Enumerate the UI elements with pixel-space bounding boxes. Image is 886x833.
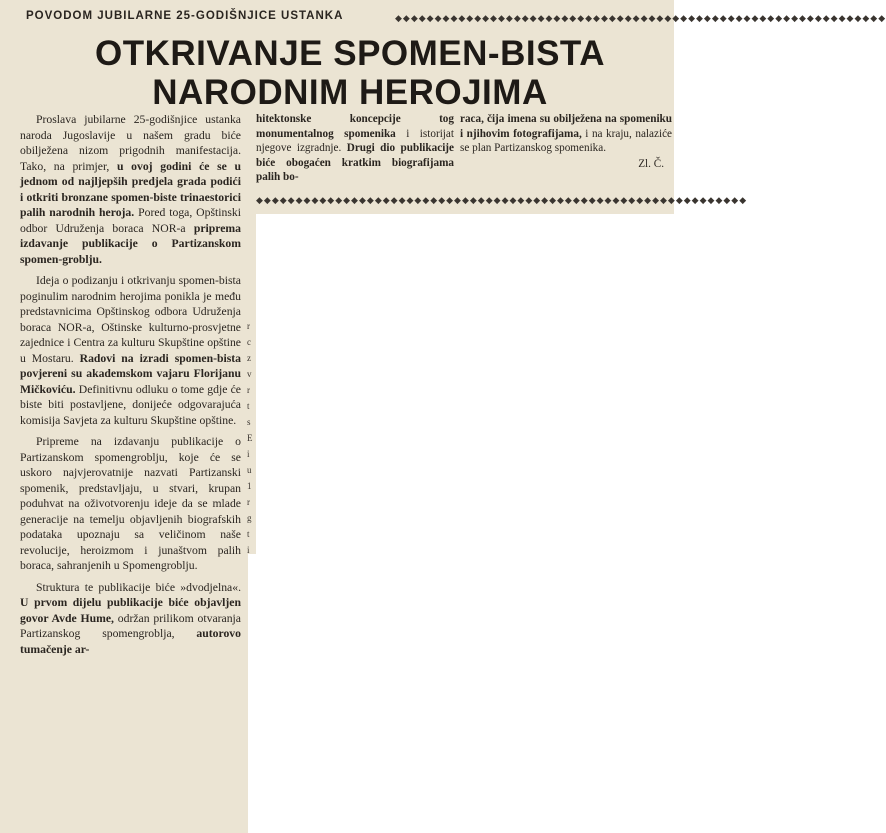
fragment-letter: t <box>247 529 250 539</box>
fragment-letter: E <box>247 433 253 443</box>
fragment-letter: i <box>247 449 250 459</box>
fragment-letter: r <box>247 497 250 507</box>
paragraph-3 <box>20 434 241 574</box>
paragraph-1 <box>20 112 241 267</box>
paragraph-col2 <box>256 112 454 185</box>
text-run: Pripreme na izdavanju publikacije o Partizanskom spomengroblju, koje će se uskoro najvjerovatnije nazvati Partizanski spomenik, predstavljaju, u stvari, krupan poduhvat na oživotvorenju ideje da se mlade generacije na temelju objavljenih biografskih podataka upoznaju sa veličinom naše revolucije, heroizmom i junaštvom palih boraca, sahranjenih u Spomengroblju. <box>20 435 241 572</box>
author-signature: Zl. Č. <box>638 157 664 170</box>
paragraph-2 <box>20 273 241 428</box>
fragment-letter: i <box>247 545 250 555</box>
text-run: Ideja o podizanju i otkrivanju spomen-bista poginulim narodnim herojima ponikla je među predstavnicima Opštinskog odbora Udruženja boraca NOR-a, Oštinske kulturno-prosvjetne zajednice i Centra za kulturu Skupštine opštine u Mostaru. <box>20 274 241 365</box>
fragment-letter: v <box>247 369 252 379</box>
article-column-1 <box>20 112 241 657</box>
text-run: i istorijat njegove izgradnje. <box>256 127 454 155</box>
kicker-line: POVODOM JUBILARNE 25-GODIŠNJICE USTANKA <box>26 10 344 22</box>
bold-text-run: Drugi dio publikacije biće obogaćen kratkim biografijama palih bo- <box>256 142 454 184</box>
article-column-3 <box>460 112 672 171</box>
bold-text-run: Radovi na izradi spomen-bista povjereni su akademskom vajaru Florijanu Mičkoviću. <box>20 351 241 396</box>
fragment-letter: z <box>247 353 251 363</box>
bold-text-run: U prvom dijelu publikacije biće objavljen govor Avde Hume, <box>20 596 241 625</box>
article-column-2 <box>256 112 454 185</box>
fragment-letter: u <box>247 465 252 475</box>
fragment-letter: c <box>247 337 251 347</box>
fragment-letter: s <box>247 417 251 427</box>
ornamental-rule-top: ◆◆◆◆◆◆◆◆◆◆◆◆◆◆◆◆◆◆◆◆◆◆◆◆◆◆◆◆◆◆◆◆◆◆◆◆◆◆◆◆◆◆◆◆◆◆◆◆◆◆◆◆◆◆◆◆◆◆◆◆◆◆ <box>395 13 886 23</box>
text-run: i na kraju, nalaziće se plan Partizanskog spomenika. <box>460 127 673 155</box>
fragment-letter: t <box>247 401 250 411</box>
bold-text-run: priprema izdavanje publikacije o Partizanskom spomen-groblju. <box>20 221 241 266</box>
fragment-letter: 1 <box>247 481 252 491</box>
bold-text-run: autorovo tumačenje ar- <box>20 627 241 656</box>
text-run: Proslava jubilarne 25-godišnjice ustanka naroda Jugoslavije u našem gradu biće obilježena nizom prigodnih manifestacija. Tako, na primjer, <box>20 113 241 173</box>
headline-line-1: OTKRIVANJE SPOMEN-BISTA <box>95 34 605 73</box>
headline-line-2: NARODNIM HEROJIMA <box>152 73 548 112</box>
paragraph-4 <box>20 580 241 658</box>
paragraph-col3 <box>460 112 672 156</box>
fragment-letter: g <box>247 513 252 523</box>
bold-text-run: u ovoj godini će se u jednom od najljepših predjela grada podići i otkriti bronzane spomen-biste trinaestorici palih narodnih heroja. <box>20 159 241 219</box>
bold-text-run: raca, čija imena su obilježena na spomeniku i njihovim fotografijama, <box>460 113 672 140</box>
text-run: Pored toga, Opštinski odbor Udruženja boraca NOR-a <box>20 206 241 235</box>
bold-text-run: hitektonske koncepcije tog monumentalnog spomenika <box>256 113 454 140</box>
ornamental-rule-bottom: ◆◆◆◆◆◆◆◆◆◆◆◆◆◆◆◆◆◆◆◆◆◆◆◆◆◆◆◆◆◆◆◆◆◆◆◆◆◆◆◆◆◆◆◆◆◆◆◆◆◆◆◆◆◆◆◆◆◆◆◆◆◆ <box>256 195 748 205</box>
adjacent-column-fragments <box>247 318 256 558</box>
fragment-letter: r <box>247 385 250 395</box>
headline <box>90 34 610 112</box>
fragment-letter: r <box>247 321 250 331</box>
text-run: održan prilikom otvaranja Partizanskog spomengroblja, <box>20 611 241 640</box>
text-run: Struktura te publikacije biće »dvodjelna«. <box>36 580 241 594</box>
text-run: Definitivnu odluku o tome gdje će biste biti postavljene, donijeće odgovarajuća komisija Savjeta za kulturu Skupštine opštine. <box>20 382 241 427</box>
